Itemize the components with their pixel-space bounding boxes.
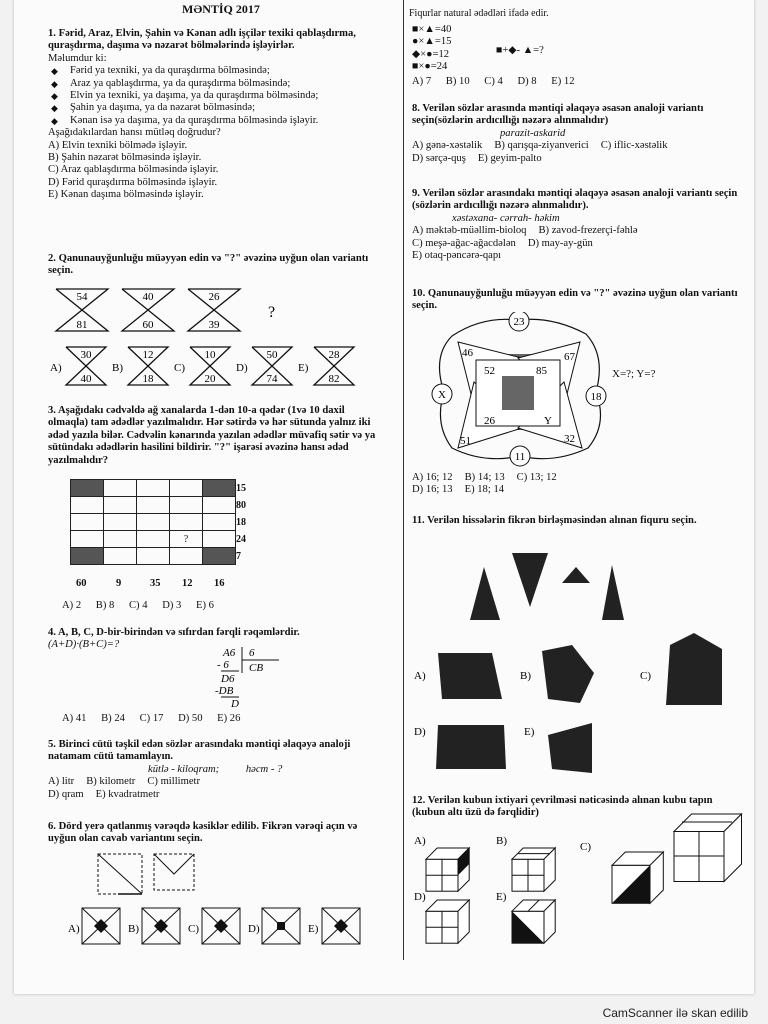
hourglass-top-number: 28 — [328, 349, 340, 361]
grid-cell — [137, 531, 170, 548]
col-product: 35 — [150, 578, 161, 589]
q11-option-shape[interactable] — [548, 723, 592, 773]
q10-top: 23 — [513, 316, 525, 328]
question-8 — [412, 103, 742, 165]
q10-ask: X=?; Y=? — [612, 368, 656, 380]
q10-center-left: 52 — [484, 365, 495, 377]
grid-cell — [137, 480, 170, 497]
q10-text: 10. Qanunauyğunluğu müəyyən edin və "?" əvəzinə uyğun olan variantı seçin. — [412, 288, 738, 312]
grid-cell — [170, 480, 203, 497]
q6-option-label[interactable]: A) — [68, 923, 80, 935]
grid-cell — [203, 480, 236, 497]
q10-option[interactable]: B) 14; 13 — [464, 472, 505, 483]
scanner-footer: CamScanner ilə skan edilib — [602, 1006, 748, 1020]
q5-text: 5. Birinci cütü təşkil edən sözlər arasındakı məntiqi əlaqəyə analoji natamam cütü tamamlayın. — [48, 739, 351, 763]
q2-option-label[interactable]: D) — [236, 362, 248, 374]
q3-option[interactable]: A) 2 — [62, 600, 82, 611]
q4-option[interactable]: B) 24 — [101, 713, 125, 724]
question-5 — [48, 739, 378, 801]
q4-option[interactable]: D) 50 — [178, 713, 203, 724]
svg-text:D: D — [231, 698, 239, 710]
q1-text: 1. Fərid, Araz, Elvin, Şahin və Kənan adlı işçilər texiki qablaşdırma, quraşdırma, daşıma və nəzarət bölmələrində işləyirlər. — [48, 28, 356, 52]
q11-option-label[interactable]: B) — [520, 670, 531, 682]
q11-option-shape[interactable] — [666, 633, 722, 705]
q3-option[interactable]: D) 3 — [162, 600, 182, 611]
q12-option-label[interactable]: C) — [580, 841, 591, 853]
q10-corner-bottom-left: 51 — [460, 435, 471, 447]
grid-cell: ? — [170, 531, 203, 548]
q1-bullet: ◆ Fərid ya texniki, ya da quraşdırma bölməsində; — [48, 65, 378, 77]
q6-option-label[interactable]: D) — [248, 923, 260, 935]
grid-cell — [104, 480, 137, 497]
grid-cell — [137, 497, 170, 514]
grid-cell — [137, 514, 170, 531]
q1-known: Məlumdur ki: — [48, 52, 107, 64]
scanned-page — [14, 0, 754, 994]
q5-option[interactable]: A) litr — [48, 776, 75, 788]
q10-left: X — [438, 389, 446, 401]
q6-option-figure[interactable] — [142, 908, 180, 944]
q7-option[interactable]: D) 8 — [517, 76, 537, 87]
question-6 — [48, 821, 378, 846]
question-2 — [48, 253, 378, 278]
grid-cell — [170, 548, 203, 565]
q12-reference-cube[interactable] — [674, 814, 742, 882]
q9-option[interactable]: A) məktəb-müəllim-bioloq — [412, 225, 527, 237]
hourglass-bottom-number: 60 — [142, 319, 154, 331]
q9-option[interactable]: B) zavod-frezerçi-fəhlə — [538, 225, 638, 237]
q5-option[interactable]: E) kvadratmetr — [95, 788, 160, 800]
q10-figure — [422, 312, 622, 467]
q12-option-cube[interactable] — [512, 900, 555, 943]
svg-text:- 6: - 6 — [217, 659, 229, 671]
q12-option-cube[interactable] — [512, 848, 555, 891]
q10-right: 18 — [590, 391, 602, 403]
grid-cell — [71, 531, 104, 548]
q12-option-cube[interactable] — [426, 900, 469, 943]
q6-option-label[interactable]: C) — [188, 923, 199, 935]
q12-option-cube[interactable] — [426, 848, 469, 891]
hourglass-top-number: 50 — [266, 349, 278, 361]
q9-option[interactable]: C) meşə-ağac-ağacdələn — [412, 237, 516, 249]
col-product: 12 — [182, 578, 193, 589]
q10-top-right: 67 — [564, 351, 575, 363]
q2-option-hourglass — [252, 347, 292, 385]
q2-hourglass — [188, 289, 240, 331]
hourglass-bottom-number: 81 — [76, 319, 88, 331]
hourglass-top-number: 40 — [142, 291, 154, 303]
q10-bottom-right: Y — [544, 415, 552, 427]
q2-option-label[interactable]: E) — [298, 362, 309, 374]
row-product: 15 — [236, 482, 246, 494]
row-product: 80 — [236, 499, 246, 511]
q1-option[interactable]: C) Araz qablaşdırma bölməsində işləyir. — [48, 164, 219, 176]
hourglass-top-number: 26 — [208, 291, 220, 303]
q12-option-label[interactable]: D) — [414, 891, 426, 903]
hourglass-top-number: 12 — [142, 349, 154, 361]
q8-pair: parazit-askarid — [500, 127, 566, 139]
q10-option[interactable]: D) 16; 13 — [412, 484, 453, 496]
grid-cell — [203, 531, 236, 548]
hourglass-bottom-number: 18 — [142, 373, 154, 385]
q1-bullet: ◆ Şahin ya daşıma, ya da nəzarət bölməsində; — [48, 102, 378, 114]
q10-top-left: 46 — [462, 347, 473, 359]
q10-options — [412, 472, 742, 497]
hourglass-bottom-number: 20 — [204, 373, 216, 385]
q8-text: 8. Verilən sözlər arasında məntiqi əlaqəyə əsasən analoji variantı seçin(sözlərin ardıcıllığı nəzərə alınmalıdır) — [412, 103, 704, 127]
q6-figures — [48, 850, 388, 950]
q7-option[interactable]: B) 10 — [445, 76, 470, 87]
question-9 — [412, 188, 742, 262]
q11-option-shape[interactable] — [542, 645, 594, 703]
svg-text:A6: A6 — [223, 647, 236, 659]
grid-cell — [71, 480, 104, 497]
q4-text: 4. A, B, C, D-bir-birindən və sıfırdan fərqli rəqəmlərdir. — [48, 627, 300, 638]
q9-text: 9. Verilən sözlər arasındakı məntiqi əlaqəyə əsasən analoji variantı seçin (sözlərin ardıcıllığı nəzərə alınmalıdır). — [412, 188, 738, 212]
hourglass-top-number: 54 — [76, 291, 88, 303]
question-10 — [412, 288, 742, 313]
q11-option-label[interactable]: C) — [640, 670, 651, 682]
q11-option-shape[interactable] — [436, 725, 506, 769]
grid-cell — [104, 548, 137, 565]
q1-option[interactable]: D) Fərid quraşdırma bölməsində işləyir. — [48, 176, 218, 188]
svg-text:CB: CB — [249, 662, 264, 674]
grid-cell — [203, 548, 236, 565]
question-11 — [412, 515, 742, 527]
q7-option[interactable]: C) 4 — [484, 76, 503, 87]
q10-option[interactable]: C) 13; 12 — [516, 472, 557, 483]
page-title: MƏNTİQ 2017 — [182, 2, 260, 16]
q12-option-label[interactable]: B) — [496, 835, 507, 847]
q11-text: 11. Verilən hissələrin fikrən birləşməsindən alınan fiquru seçin. — [412, 515, 697, 526]
q3-text: 3. Aşağıdakı cədvəldə ağ xanalarda 1-dən 10-a qədər (1və 10 daxil olmaqla) tam ədədlər yazılmalıdır. Hər sətirdə və hər sütunda yalnız iki ədəd yazıla bilər. Cədvəlin kənarında yazılan ədədlər müvafiq sətir və ya sütündakı ədədlərin hasilini bildirir. "?" işarəsi əvəzinə hansı ədəd yazılmalıdır? — [48, 405, 376, 466]
q2-option-hourglass — [314, 347, 354, 385]
q4-option[interactable]: A) 41 — [62, 713, 87, 724]
q7-equation: ■×▲=40 — [412, 24, 452, 35]
q7-equation: ■×●=24 — [412, 61, 448, 73]
q8-option[interactable]: D) sərçə-quş — [412, 152, 466, 164]
q8-option[interactable]: E) geyim-palto — [477, 152, 542, 164]
q10-bottom: 11 — [514, 451, 526, 463]
q6-option-label[interactable]: E) — [308, 923, 319, 935]
q1-option[interactable]: B) Şahin nəzarət bölməsində işləyir. — [48, 152, 202, 164]
q2-text: 2. Qanunauyğunluğu müəyyən edin və "?" əvəzinə uyğun olan variantı seçin. — [48, 253, 369, 277]
svg-text:D6: D6 — [221, 673, 235, 685]
q4-division — [209, 645, 289, 710]
q2-figures — [48, 285, 388, 390]
q1-ask: Aşağıdakılardan hansı mütləq doğrudur? — [48, 127, 221, 139]
hourglass-bottom-number: 39 — [208, 319, 220, 331]
q1-bullet: ◆ Elvin ya texniki, ya daşıma, ya da quraşdırma bölməsində; — [48, 90, 378, 102]
q7-options — [412, 76, 587, 88]
q6-text: 6. Dörd yerə qatlanmış vərəqdə kəsiklər edilib. Fikrən vərəqi açın və uyğun olan cavab variantını seçin. — [48, 821, 358, 845]
q10-center-right: 85 — [536, 365, 547, 377]
q2-hourglass — [122, 289, 174, 331]
q8-option[interactable]: C) iflic-xəstəlik — [600, 140, 668, 152]
q9-pair: xəstəxana- cərrah- həkim — [452, 212, 560, 224]
q2-option-hourglass — [66, 347, 106, 385]
grid-cell — [71, 548, 104, 565]
q7-equation: ◆×●=12 — [412, 48, 450, 60]
grid-cell — [137, 548, 170, 565]
grid-cell — [203, 497, 236, 514]
question-3 — [48, 405, 378, 467]
q7-header: Fiqurlar natural ədədləri ifadə edir. — [409, 8, 549, 19]
hourglass-bottom-number: 82 — [328, 373, 340, 385]
q5-option[interactable]: D) qram — [48, 788, 84, 800]
q4-option[interactable]: E) 26 — [217, 713, 241, 724]
q10-option[interactable]: A) 16; 12 — [412, 472, 453, 483]
q7-option[interactable]: E) 12 — [551, 76, 575, 87]
q1-bullet: ◆ Araz ya qablaşdırma, ya da quraşdırma bölməsində; — [48, 78, 378, 90]
q2-option-label[interactable]: A) — [50, 362, 62, 374]
q1-option[interactable]: A) Elvin texniki bölmədə işləyir. — [48, 139, 188, 151]
q5-option[interactable]: C) millimetr — [147, 776, 200, 788]
q12-text: 12. Verilən kubun ixtiyari çevrilməsi nəticəsində alınan kubu tapın (kubun altı üzü də fərqlidir) — [412, 795, 713, 819]
q4-expr: (A+D)·(B+C)=? — [48, 639, 120, 651]
question-1 — [48, 28, 378, 202]
hourglass-bottom-number: 74 — [266, 373, 278, 385]
q4-options — [62, 713, 252, 725]
q7-ask: ■+◆- ▲=? — [496, 45, 544, 56]
grid-cell — [170, 514, 203, 531]
column-divider — [403, 0, 404, 960]
q3-table — [70, 479, 269, 565]
q5-pair2: həcm - ? — [245, 763, 283, 775]
q2-option-hourglass — [128, 347, 168, 385]
q11-option-shape[interactable] — [438, 653, 502, 699]
q3-option[interactable]: C) 4 — [128, 600, 148, 611]
q5-pair: kütlə - kiloqram; — [148, 763, 220, 775]
q10-bottom-left: 26 — [484, 415, 495, 427]
q11-figures — [412, 545, 747, 775]
q12-option-label[interactable]: E) — [496, 891, 507, 903]
q11-option-label[interactable]: A) — [414, 670, 426, 682]
row-product: 24 — [236, 533, 246, 545]
q3-option[interactable]: B) 8 — [95, 600, 115, 611]
col-product: 16 — [214, 578, 225, 589]
grid-cell — [170, 497, 203, 514]
q2-option-label[interactable]: B) — [112, 362, 123, 374]
grid-cell — [104, 514, 137, 531]
hourglass-top-number: 30 — [80, 349, 92, 361]
grid-cell — [71, 497, 104, 514]
grid-cell — [71, 514, 104, 531]
q9-option[interactable]: D) may-ay-gün — [527, 237, 593, 249]
col-product: 60 — [76, 578, 87, 589]
hourglass-bottom-number: 40 — [80, 373, 92, 385]
q6-option-figure[interactable] — [322, 908, 360, 944]
q8-option[interactable]: B) qarışqa-ziyanverici — [494, 140, 589, 152]
q2-question-mark: ? — [268, 304, 276, 321]
q12-option-cube[interactable] — [612, 852, 663, 903]
q8-option[interactable]: A) gənə-xəstəlik — [412, 140, 483, 152]
q3-options — [62, 600, 226, 612]
q2-option-hourglass — [190, 347, 230, 385]
row-product: 18 — [236, 516, 246, 528]
hourglass-top-number: 10 — [204, 349, 216, 361]
q1-option[interactable]: E) Kənan daşıma bölməsində işləyir. — [48, 189, 204, 201]
q6-option-figure[interactable] — [262, 908, 300, 944]
q3-option[interactable]: E) 6 — [195, 600, 214, 611]
svg-text:6: 6 — [249, 647, 255, 659]
q11-option-label[interactable]: D) — [414, 726, 426, 738]
q1-bullet: ◆ Kənan isə ya daşıma, ya da quraşdırma bölməsində işləyir. — [48, 115, 378, 127]
q2-hourglass — [56, 289, 108, 331]
q7-equation: ●×▲=15 — [412, 36, 452, 48]
q11-option-label[interactable]: E) — [524, 726, 535, 738]
q5-option[interactable]: B) kilometr — [86, 776, 136, 788]
grid-cell — [104, 531, 137, 548]
svg-text:-DB: -DB — [215, 685, 234, 697]
q7-option[interactable]: A) 7 — [412, 76, 432, 87]
q6-option-figure[interactable] — [82, 908, 120, 944]
q10-corner-bottom-right: 32 — [564, 433, 575, 445]
q6-option-label[interactable]: B) — [128, 923, 139, 935]
q6-option-figure[interactable] — [202, 908, 240, 944]
q12-figures — [412, 808, 747, 958]
grid-cell — [203, 514, 236, 531]
q2-option-label[interactable]: C) — [174, 362, 185, 374]
col-product: 9 — [116, 578, 122, 589]
q4-option[interactable]: C) 17 — [139, 713, 164, 724]
row-product: 7 — [236, 550, 241, 562]
q12-option-label[interactable]: A) — [414, 835, 426, 847]
grid-cell — [104, 497, 137, 514]
q10-option[interactable]: E) 18; 14 — [464, 484, 505, 496]
q9-option[interactable]: E) otaq-pəncərə-qapı — [412, 250, 502, 262]
